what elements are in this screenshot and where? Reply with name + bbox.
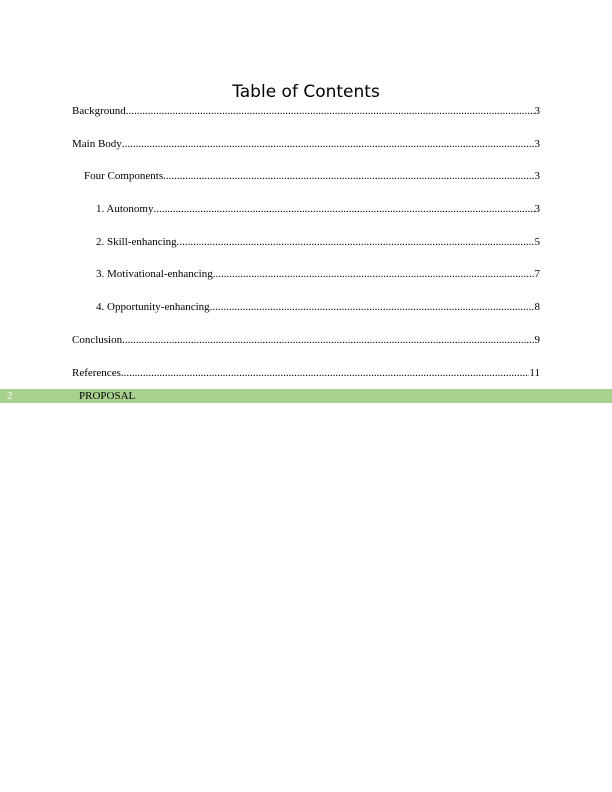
toc-entry-page: 9	[534, 333, 540, 346]
toc-dot-leader	[126, 104, 535, 118]
toc-dot-leader	[122, 333, 534, 347]
toc-entry-label: 4. Opportunity-enhancing	[96, 301, 210, 314]
table-of-contents	[72, 104, 540, 398]
toc-entry-page: 11	[529, 366, 540, 379]
toc-entry-skill-enhancing[interactable]	[72, 235, 540, 268]
toc-entry-autonomy[interactable]	[72, 202, 540, 235]
toc-entry-background[interactable]	[72, 104, 540, 137]
toc-entry-page: 8	[534, 301, 540, 314]
toc-entry-page: 7	[534, 268, 540, 281]
toc-entry-page: 3	[534, 137, 540, 150]
toc-entry-main-body[interactable]	[72, 137, 540, 170]
toc-entry-label: 3. Motivational-enhancing	[96, 268, 213, 281]
toc-entry-label: 1. Autonomy	[96, 203, 154, 216]
footer-running-head: PROPOSAL	[79, 390, 136, 402]
toc-entry-label: Conclusion	[72, 333, 123, 346]
footer-page-number: 2	[7, 390, 13, 402]
toc-dot-leader	[122, 137, 535, 151]
toc-dot-leader	[213, 267, 535, 281]
toc-dot-leader	[163, 169, 534, 183]
toc-dot-leader	[210, 300, 535, 314]
toc-entry-four-components[interactable]	[72, 169, 540, 202]
toc-entry-conclusion[interactable]	[72, 333, 540, 366]
page-footer-bar	[0, 389, 612, 403]
toc-title: Table of Contents	[232, 82, 380, 102]
toc-entry-page: 3	[534, 203, 540, 216]
toc-entry-label: References	[72, 366, 121, 379]
toc-entry-label: Main Body	[72, 137, 122, 150]
toc-entry-page: 3	[534, 170, 540, 183]
toc-entry-label: Four Components	[84, 170, 164, 183]
toc-entry-label: 2. Skill-enhancing	[96, 235, 177, 248]
toc-dot-leader	[153, 202, 534, 216]
toc-entry-motivational-enhancing[interactable]	[72, 267, 540, 300]
toc-entry-label: Background	[72, 105, 126, 117]
toc-entry-page: 5	[534, 235, 540, 248]
toc-entry-opportunity-enhancing[interactable]	[72, 300, 540, 333]
toc-dot-leader	[177, 235, 535, 249]
toc-dot-leader	[121, 366, 530, 380]
toc-entry-page: 3	[534, 105, 540, 117]
